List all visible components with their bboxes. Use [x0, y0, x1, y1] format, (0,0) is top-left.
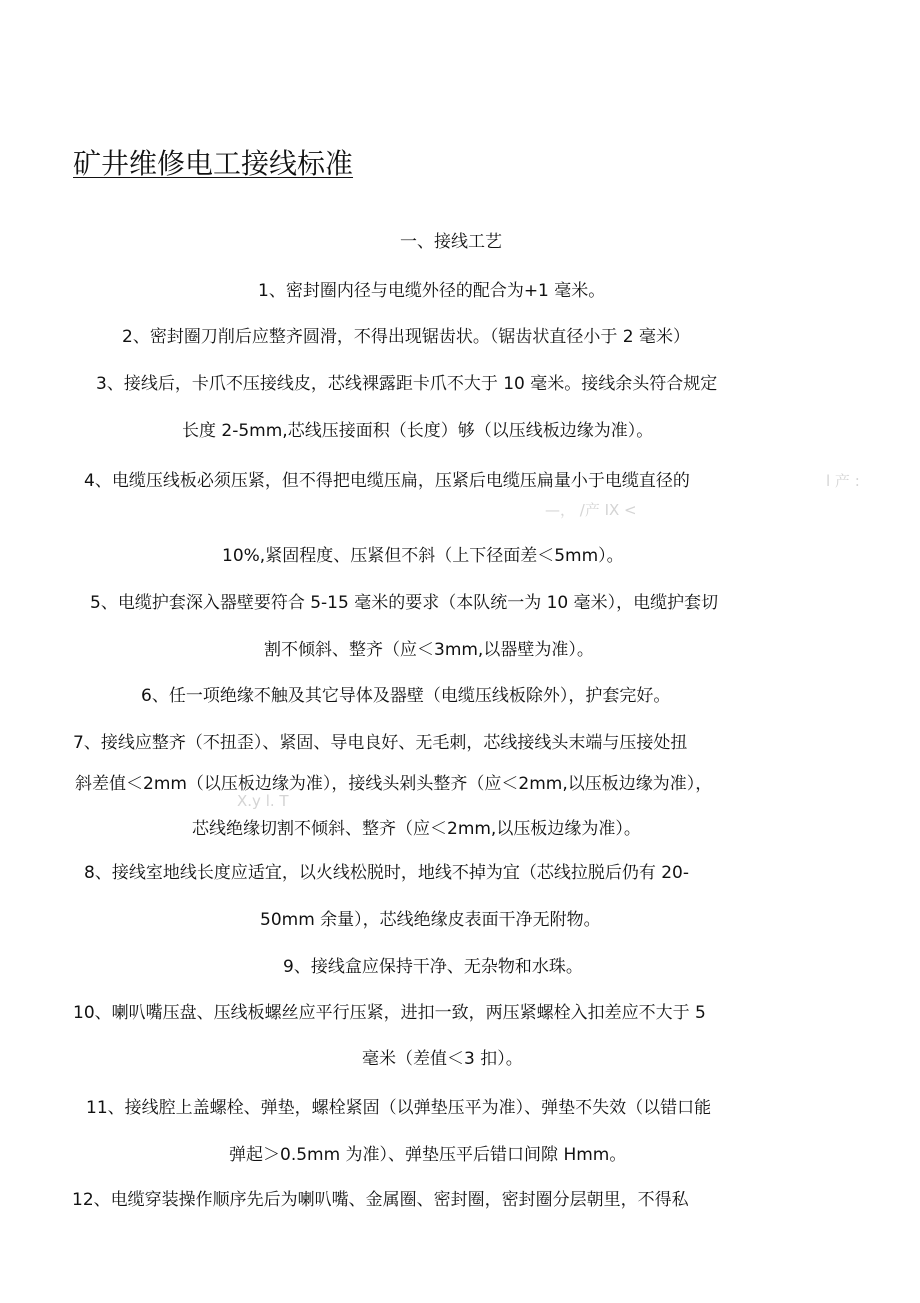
item-10-line-2: 毫米（差值＜3 扣）。 — [362, 1049, 523, 1069]
item-10-line-1: 10、喇叭嘴压盘、压线板螺丝应平行压紧，进扣一致，两压紧螺栓入扣差应不大于 5 — [73, 1003, 706, 1023]
item-9: 9、接线盒应保持干净、无杂物和水珠。 — [283, 957, 583, 977]
document-title: 矿井维修电工接线标准 — [73, 147, 354, 180]
section-heading: 一、接线工艺 — [400, 232, 502, 252]
item-2: 2、密封圈刀削后应整齐圆滑，不得出现锯齿状。（锯齿状直径小于 2 毫米） — [122, 327, 690, 347]
item-4-line-2: 10%,紧固程度、压紧但不斜（上下径面差＜5mm）。 — [222, 546, 624, 566]
item-6: 6、任一项绝缘不触及其它导体及器壁（电缆压线板除外），护套完好。 — [141, 686, 671, 706]
item-11-line-2: 弹起＞0.5mm 为准）、弹垫压平后错口间隙 Hmm。 — [229, 1145, 627, 1165]
faint-mark-1: l 产 : — [826, 472, 860, 490]
item-5-line-2: 割不倾斜、整齐（应＜3mm,以器壁为准）。 — [264, 640, 594, 660]
faint-mark-3: X.y l. T — [237, 792, 289, 810]
item-4-line-1: 4、电缆压线板必须压紧，但不得把电缆压扁，压紧后电缆压扁量小于电缆直径的 — [84, 471, 690, 491]
item-8-line-1: 8、接线室地线长度应适宜，以火线松脱时，地线不掉为宜（芯线拉脱后仍有 20- — [84, 863, 689, 883]
item-7-line-3: 芯线绝缘切割不倾斜、整齐（应＜2mm,以压板边缘为准）。 — [192, 819, 641, 839]
item-1: 1、密封圈内径与电缆外径的配合为+1 毫米。 — [258, 281, 606, 301]
item-3-line-2: 长度 2-5mm,芯线压接面积（长度）够（以压线板边缘为准）。 — [182, 421, 654, 441]
item-8-line-2: 50mm 余量），芯线绝缘皮表面干净无附物。 — [260, 910, 601, 930]
item-7-line-1: 7、接线应整齐（不扭歪）、紧固、导电良好、无毛刺，芯线接线头末端与压接处扭 — [73, 733, 688, 753]
item-3-line-1: 3、接线后，卡爪不压接线皮，芯线裸露距卡爪不大于 10 毫米。接线余头符合规定 — [96, 374, 718, 394]
item-7-line-2: 斜差值＜2mm（以压板边缘为准），接线头剁头整齐（应＜2mm,以压板边缘为准）， — [75, 774, 713, 794]
faint-mark-2: —， /产 IX < — [545, 501, 637, 519]
item-11-line-1: 11、接线腔上盖螺栓、弹垫，螺栓紧固（以弹垫压平为准）、弹垫不失效（以错口能 — [86, 1098, 712, 1118]
item-5-line-1: 5、电缆护套深入器壁要符合 5-15 毫米的要求（本队统一为 10 毫米），电缆护套切 — [90, 593, 719, 613]
item-12: 12、电缆穿装操作顺序先后为喇叭嘴、金属圈、密封圈，密封圈分层朝里，不得私 — [72, 1190, 689, 1210]
